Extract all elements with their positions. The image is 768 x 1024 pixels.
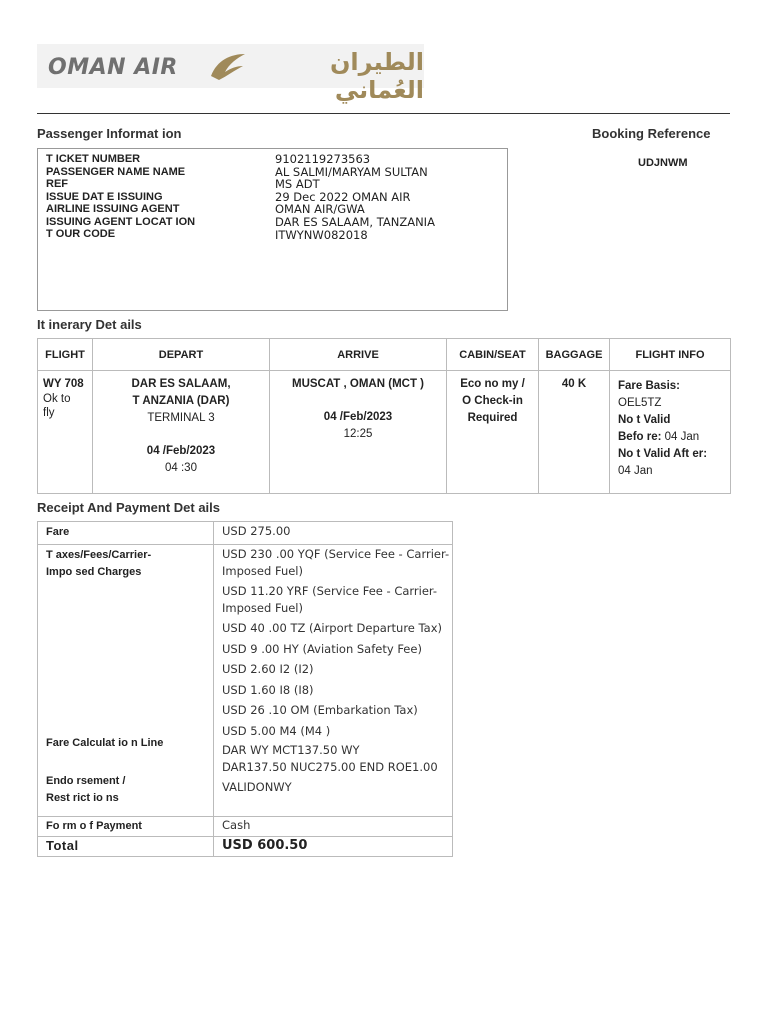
not-valid-after-label: No t Valid Aft er:	[618, 448, 708, 460]
issue-date-label: ISSUE DAT E ISSUING	[46, 191, 163, 203]
depart-country: T ANZANIA (DAR)	[132, 395, 230, 407]
logo-arabic-text: الطيران العُماني	[329, 48, 424, 104]
taxes-values-cell	[214, 545, 453, 817]
khanjar-emblem-icon	[207, 50, 249, 82]
agent-location-value: DAR ES SALAAM, TANZANIA	[275, 215, 435, 229]
arrive-cell	[270, 371, 447, 494]
itinerary-header-row	[38, 339, 731, 371]
tax-line: USD 11.20 YRF (Service Fee - Carrier-	[222, 584, 438, 598]
agent-location-label: ISSUING AGENT LOCAT ION	[46, 216, 196, 228]
tax-line: USD 40 .00 TZ (Airport Departure Tax)	[222, 621, 442, 635]
booking-reference-title: Booking Reference	[592, 126, 711, 141]
total-value: USD 600.50	[214, 836, 453, 856]
passenger-name-value: AL SALMI/MARYAM SULTAN	[275, 165, 428, 179]
tour-code-label: T OUR CODE	[46, 228, 116, 240]
tax-line: Imposed Fuel)	[222, 563, 303, 578]
not-valid-before-label: Befo re:	[618, 431, 662, 443]
cabin-line2: O Check-in	[462, 395, 523, 407]
endorsement-label-line1: Endo rsement /	[46, 775, 126, 787]
receipt-row-total	[38, 836, 453, 856]
issue-date-value: 29 Dec 2022 OMAN AIR	[275, 190, 411, 204]
endorsement-label	[46, 773, 125, 806]
flight-status-line2: fly	[43, 407, 55, 419]
fare-calc-line1: DAR WY MCT137.50 WY	[222, 743, 360, 757]
fare-basis-value: OEL5TZ	[618, 397, 662, 409]
header-cabin-seat: CABIN/SEAT	[447, 339, 539, 371]
cabin-seat-cell	[447, 371, 539, 494]
fare-basis-label: Fare Basis:	[618, 380, 681, 392]
header-flight: FLIGHT	[38, 339, 93, 371]
passenger-name-label: PASSENGER NAME NAME	[46, 166, 186, 178]
cabin-line3: Required	[467, 412, 518, 424]
flight-number: WY 708	[43, 378, 84, 390]
flight-info-cell	[610, 371, 731, 494]
endorsement-label-line2: Rest rict io ns	[46, 791, 119, 804]
depart-date: 04 /Feb/2023	[146, 445, 216, 457]
booking-reference-value: UDJNWM	[638, 157, 688, 169]
tour-code-value: ITWYNW082018	[275, 228, 368, 242]
depart-cell	[93, 371, 270, 494]
taxes-label-line2: Impo sed Charges	[46, 565, 142, 578]
fare-label: Fare	[38, 522, 214, 545]
passenger-info-title: Passenger Informat ion	[37, 126, 182, 141]
baggage-allowance: 40 K	[561, 378, 587, 390]
endorsement-value: VALIDONWY	[222, 780, 292, 794]
depart-time: 04 :30	[165, 462, 197, 474]
itinerary-title: It inerary Det ails	[37, 317, 142, 332]
ref-label: REF	[46, 178, 68, 190]
arrive-time: 12:25	[343, 428, 373, 440]
tax-line: USD 26 .10 OM (Embarkation Tax)	[222, 703, 418, 717]
not-valid-label: No t Valid	[618, 414, 671, 426]
tax-line: USD 2.60 I2 (I2)	[222, 662, 314, 676]
payment-label: Fo rm o f Payment	[38, 816, 214, 836]
header-depart: DEPART	[93, 339, 270, 371]
ticket-number-value: 9102119273563	[275, 152, 371, 166]
payment-value: Cash	[214, 816, 453, 836]
receipt-title: Receipt And Payment Det ails	[37, 500, 221, 515]
tax-line: USD 1.60 I8 (I8)	[222, 682, 314, 697]
depart-terminal: TERMINAL 3	[147, 412, 215, 424]
taxes-label-line1: T axes/Fees/Carrier-	[46, 549, 152, 561]
arrive-date: 04 /Feb/2023	[323, 411, 393, 423]
tax-line: USD 230 .00 YQF (Service Fee - Carrier-	[222, 547, 450, 561]
not-valid-after-value: 04 Jan	[618, 465, 653, 477]
issuing-agent-value: OMAN AIR/GWA	[275, 202, 365, 216]
flight-cell	[38, 371, 93, 494]
ref-value: MS ADT	[275, 177, 320, 191]
receipt-table	[37, 521, 453, 857]
depart-city: DAR ES SALAAM,	[131, 378, 231, 390]
ticket-number-label: T ICKET NUMBER	[46, 153, 141, 165]
header-arrive: ARRIVE	[270, 339, 447, 371]
not-valid-before-value: 04 Jan	[664, 431, 700, 443]
issuing-agent-label: AIRLINE ISSUING AGENT	[46, 203, 180, 215]
tax-line: USD 9 .00 HY (Aviation Safety Fee)	[222, 641, 422, 656]
baggage-cell	[539, 371, 610, 494]
arrive-city: MUSCAT , OMAN (MCT )	[291, 378, 424, 390]
itinerary-table	[37, 338, 731, 494]
cabin-line1: Eco no my /	[460, 378, 525, 390]
receipt-row-payment	[38, 816, 453, 836]
header-baggage: BAGGAGE	[539, 339, 610, 371]
tax-line: USD 5.00 M4 (M4 )	[222, 723, 331, 738]
fare-calc-label: Fare Calculat io n Line	[46, 737, 164, 749]
fare-calc-line2: DAR137.50 NUC275.00 END ROE1.00	[222, 759, 438, 774]
passenger-info-box	[37, 148, 508, 311]
receipt-row-fare	[38, 522, 453, 545]
itinerary-row	[38, 371, 731, 494]
header-flight-info: FLIGHT INFO	[610, 339, 731, 371]
oman-air-logo	[37, 44, 424, 104]
fare-value: USD 275.00	[214, 522, 453, 545]
logo-english-text: OMAN AIR	[48, 55, 178, 80]
tax-line: Imposed Fuel)	[222, 600, 303, 615]
total-label: Total	[38, 836, 214, 856]
flight-status-line1: Ok to	[43, 393, 71, 405]
header-divider	[37, 113, 730, 114]
